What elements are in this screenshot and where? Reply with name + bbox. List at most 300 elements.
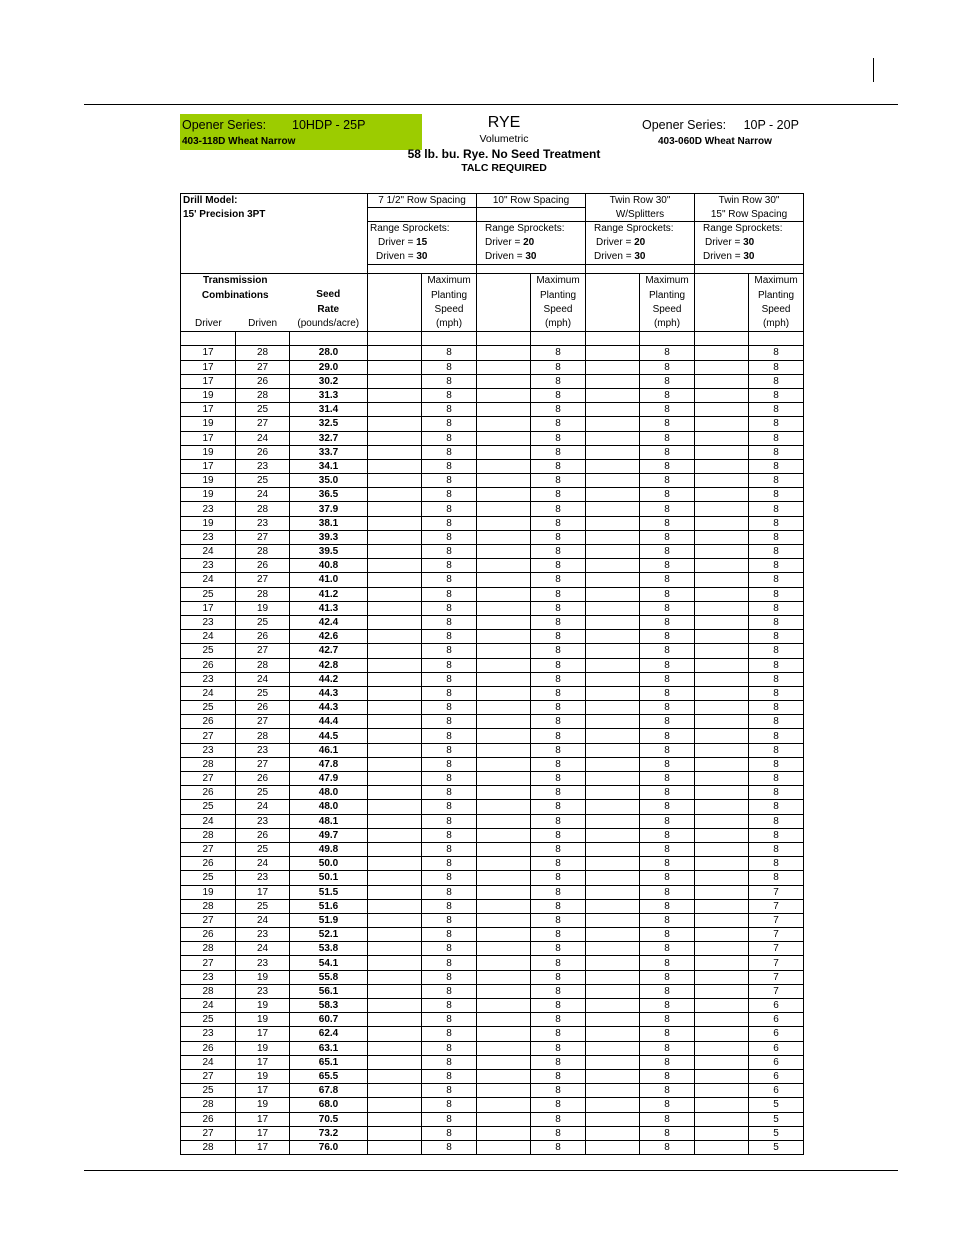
blank-cell [368, 573, 422, 587]
driver-cell: 17 [181, 459, 236, 473]
blank-cell [422, 332, 477, 346]
driver-cell: 28 [181, 828, 236, 842]
range-driven-2 [479, 250, 583, 264]
speed-cell-4: 8 [749, 814, 804, 828]
blank-cell [368, 630, 422, 644]
blank-cell [368, 459, 422, 473]
speed-line-4: (mph) [435, 317, 463, 329]
seed-rate-cell: 52.1 [290, 928, 368, 942]
blank-cell [477, 942, 531, 956]
driven-cell: 17 [236, 885, 290, 899]
blank-cell [586, 786, 640, 800]
spacing-title-1: 7 1/2" Row Spacing [368, 194, 477, 208]
seed-rate-cell: 51.5 [290, 885, 368, 899]
speed-cell-4: 8 [749, 431, 804, 445]
driver-cell: 27 [181, 1069, 236, 1083]
seed-rate-cell: 31.3 [290, 388, 368, 402]
blank-cell [477, 999, 531, 1013]
seed-rate-cell: 65.1 [290, 1055, 368, 1069]
driven-cell: 25 [236, 474, 290, 488]
blank-cell [477, 1027, 531, 1041]
range-label-4: Range Sprockets: [703, 223, 783, 235]
driven-cell: 26 [236, 701, 290, 715]
blank-cell [368, 488, 422, 502]
seed-rate-cell: 36.5 [290, 488, 368, 502]
blank-cell [477, 885, 531, 899]
driven-value: 30 [634, 251, 646, 263]
table-row [181, 545, 804, 559]
blank-cell [477, 615, 531, 629]
speed-cell-1: 8 [422, 786, 477, 800]
seed-rate-cell: 40.8 [290, 559, 368, 573]
blank-cell [695, 715, 749, 729]
blank-cell [368, 757, 422, 771]
blank-cell [368, 970, 422, 984]
speed-cell-4: 8 [749, 715, 804, 729]
blank-cell [586, 729, 640, 743]
table-row [181, 701, 804, 715]
table-row [181, 729, 804, 743]
blank-cell [477, 445, 531, 459]
range-driver-1 [370, 236, 474, 250]
table-row [181, 772, 804, 786]
driver-cell: 24 [181, 573, 236, 587]
speed-cell-3: 8 [640, 913, 695, 927]
spacing-sub-4: 15" Row Spacing [695, 208, 804, 222]
blank-cell [695, 601, 749, 615]
right-opener-label: Opener Series: [642, 118, 727, 132]
driver-value: 30 [743, 237, 755, 249]
table-row [181, 885, 804, 899]
blank-cell [368, 658, 422, 672]
blank-cell [477, 729, 531, 743]
speed-cell-1: 8 [422, 502, 477, 516]
seed-rate-line-3: (pounds/acre) [297, 317, 360, 329]
speed-cell-4: 7 [749, 913, 804, 927]
blank-cell [477, 772, 531, 786]
speed-cell-4: 8 [749, 474, 804, 488]
spacing-sub-3: W/Splitters [586, 208, 695, 222]
seed-rate-cell: 47.9 [290, 772, 368, 786]
speed-cell-3: 8 [640, 800, 695, 814]
table-row [181, 403, 804, 417]
seed-rate-header [290, 274, 368, 332]
driver-cell: 28 [181, 942, 236, 956]
speed-cell-3: 8 [640, 1069, 695, 1083]
blank-cell [368, 984, 422, 998]
left-opener-line [182, 118, 366, 132]
blank-cell [695, 445, 749, 459]
blank-cell [586, 630, 640, 644]
speed-cell-1: 8 [422, 956, 477, 970]
speed-cell-2: 8 [531, 772, 586, 786]
table-row [181, 615, 804, 629]
speed-cell-1: 8 [422, 1126, 477, 1140]
speed-cell-3: 8 [640, 857, 695, 871]
blank-cell [368, 743, 422, 757]
blank-cell [368, 1013, 422, 1027]
blank-cell [695, 502, 749, 516]
blank-cell [695, 942, 749, 956]
speed-cell-3: 8 [640, 871, 695, 885]
blank-cell [695, 970, 749, 984]
blank-cell [695, 885, 749, 899]
range-label-3: Range Sprockets: [594, 223, 674, 235]
driver-cell: 26 [181, 715, 236, 729]
speed-cell-3: 8 [640, 601, 695, 615]
speed-cell-3: 8 [640, 899, 695, 913]
driver-cell: 27 [181, 956, 236, 970]
blank-cell [695, 757, 749, 771]
blank-cell [695, 1055, 749, 1069]
range-sprockets-2 [477, 222, 586, 265]
driver-cell: 17 [181, 431, 236, 445]
blank-cell [368, 545, 422, 559]
blank-cell [368, 800, 422, 814]
table-row [181, 899, 804, 913]
speed-cell-3: 8 [640, 786, 695, 800]
speed-cell-1: 8 [422, 842, 477, 856]
blank-cell [368, 871, 422, 885]
blank-cell [586, 1140, 640, 1154]
speed-cell-1: 8 [422, 346, 477, 360]
speed-cell-2: 8 [531, 743, 586, 757]
speed-cell-4: 8 [749, 587, 804, 601]
spacing-sub-2 [477, 208, 586, 222]
speed-cell-1: 8 [422, 445, 477, 459]
driver-cell: 19 [181, 388, 236, 402]
blank-cell [586, 757, 640, 771]
table-row [181, 474, 804, 488]
seed-rate-cell: 29.0 [290, 360, 368, 374]
driven-cell: 23 [236, 928, 290, 942]
driven-cell: 26 [236, 374, 290, 388]
speed-cell-1: 8 [422, 403, 477, 417]
speed-cell-4: 8 [749, 516, 804, 530]
driven-cell: 27 [236, 757, 290, 771]
seed-rate-cell: 39.3 [290, 530, 368, 544]
blank-cell [368, 814, 422, 828]
seed-rate-cell: 48.0 [290, 800, 368, 814]
seed-rate-cell: 41.2 [290, 587, 368, 601]
blank-cell [695, 772, 749, 786]
driven-cell: 24 [236, 857, 290, 871]
seed-rate-cell: 53.8 [290, 942, 368, 956]
speed-cell-2: 8 [531, 999, 586, 1013]
blank-cell [695, 899, 749, 913]
blank-cell [695, 403, 749, 417]
blank-cell [368, 956, 422, 970]
blank-cell [586, 942, 640, 956]
seed-rate-line-1: Seed [316, 289, 341, 301]
blank-cell [477, 360, 531, 374]
driven-cell: 25 [236, 899, 290, 913]
driver-cell: 17 [181, 601, 236, 615]
speed-cell-2: 8 [531, 913, 586, 927]
range-driven-1 [370, 250, 474, 264]
blank-cell [695, 587, 749, 601]
speed-cell-1: 8 [422, 374, 477, 388]
blank-cell [586, 686, 640, 700]
speed-cell-1: 8 [422, 360, 477, 374]
speed-cell-4: 8 [749, 757, 804, 771]
speed-cell-1: 8 [422, 672, 477, 686]
speed-cell-2: 8 [531, 601, 586, 615]
speed-cell-4: 7 [749, 942, 804, 956]
blank-cell [477, 786, 531, 800]
speed-cell-3: 8 [640, 530, 695, 544]
speed-cell-4: 8 [749, 686, 804, 700]
speed-cell-4: 7 [749, 928, 804, 942]
blank-cell [368, 346, 422, 360]
speed-cell-4: 6 [749, 1041, 804, 1055]
table-row [181, 417, 804, 431]
blank-cell [695, 360, 749, 374]
speed-cell-4: 8 [749, 672, 804, 686]
seed-rate-cell: 42.6 [290, 630, 368, 644]
speed-cell-3: 8 [640, 1013, 695, 1027]
speed-blank-4 [695, 274, 749, 332]
speed-header-3 [640, 274, 695, 332]
blank-cell [477, 417, 531, 431]
blank-cell [477, 332, 531, 346]
bottom-rule [84, 1170, 898, 1171]
header-spacer [368, 265, 477, 274]
blank-cell [695, 701, 749, 715]
driver-cell: 19 [181, 516, 236, 530]
blank-cell [586, 970, 640, 984]
speed-cell-1: 8 [422, 1112, 477, 1126]
speed-line-2: Planting [430, 289, 468, 301]
blank-cell [368, 1126, 422, 1140]
seed-rate-cell: 46.1 [290, 743, 368, 757]
table-row [181, 644, 804, 658]
speed-cell-3: 8 [640, 1041, 695, 1055]
driven-cell: 19 [236, 1013, 290, 1027]
blank-cell [586, 828, 640, 842]
speed-cell-2: 8 [531, 871, 586, 885]
blank-cell [368, 1140, 422, 1154]
blank-cell [695, 530, 749, 544]
driven-cell: 19 [236, 1069, 290, 1083]
speed-cell-4: 8 [749, 530, 804, 544]
blank-cell [695, 743, 749, 757]
blank-cell [586, 360, 640, 374]
speed-cell-1: 8 [422, 601, 477, 615]
blank-cell [368, 701, 422, 715]
speed-cell-4: 8 [749, 417, 804, 431]
top-rule [84, 104, 898, 105]
speed-cell-1: 8 [422, 1041, 477, 1055]
blank-cell [695, 388, 749, 402]
blank-cell [586, 913, 640, 927]
blank-cell [695, 431, 749, 445]
driven-cell: 19 [236, 1098, 290, 1112]
table-row [181, 601, 804, 615]
blank-cell [477, 970, 531, 984]
blank-cell [695, 516, 749, 530]
speed-cell-3: 8 [640, 388, 695, 402]
driver-cell: 28 [181, 984, 236, 998]
driven-cell: 28 [236, 658, 290, 672]
speed-cell-3: 8 [640, 942, 695, 956]
blank-cell [640, 332, 695, 346]
speed-cell-2: 8 [531, 1112, 586, 1126]
blank-cell [586, 715, 640, 729]
driven-cell: 17 [236, 1027, 290, 1041]
driven-value: 30 [525, 251, 537, 263]
driver-cell: 25 [181, 871, 236, 885]
seed-rate-cell: 44.3 [290, 686, 368, 700]
driver-value: 20 [634, 237, 646, 249]
blank-cell [695, 857, 749, 871]
speed-cell-3: 8 [640, 431, 695, 445]
blank-cell [368, 559, 422, 573]
speed-cell-1: 8 [422, 559, 477, 573]
speed-cell-2: 8 [531, 1055, 586, 1069]
driven-cell: 26 [236, 630, 290, 644]
seed-rate-cell: 56.1 [290, 984, 368, 998]
blank-cell [531, 332, 586, 346]
blank-cell [477, 800, 531, 814]
range-driver-2 [479, 236, 583, 250]
speed-cell-1: 8 [422, 885, 477, 899]
spacing-sub-1 [368, 208, 477, 222]
speed-line-2: Planting [648, 289, 686, 301]
blank-cell [477, 658, 531, 672]
driver-cell: 23 [181, 1027, 236, 1041]
blank-cell [368, 516, 422, 530]
speed-cell-4: 5 [749, 1098, 804, 1112]
header-spacer [477, 265, 586, 274]
blank-cell [695, 786, 749, 800]
blank-cell [586, 431, 640, 445]
blank-cell [586, 956, 640, 970]
table-row [181, 374, 804, 388]
seed-rate-cell: 41.3 [290, 601, 368, 615]
blank-cell [695, 459, 749, 473]
driver-column-header: Driver [195, 317, 222, 329]
blank-cell [586, 474, 640, 488]
blank-cell [477, 502, 531, 516]
blank-cell [586, 772, 640, 786]
blank-cell [477, 701, 531, 715]
range-sprockets-1 [368, 222, 477, 265]
speed-cell-2: 8 [531, 928, 586, 942]
table-row [181, 715, 804, 729]
blank-cell [477, 928, 531, 942]
speed-cell-1: 8 [422, 715, 477, 729]
speed-cell-4: 6 [749, 1027, 804, 1041]
driven-cell: 23 [236, 871, 290, 885]
blank-cell [477, 871, 531, 885]
blank-cell [368, 360, 422, 374]
speed-cell-2: 8 [531, 516, 586, 530]
speed-cell-1: 8 [422, 431, 477, 445]
blank-cell [695, 1027, 749, 1041]
speed-header-2 [531, 274, 586, 332]
table-row [181, 871, 804, 885]
driver-cell: 25 [181, 1084, 236, 1098]
speed-cell-4: 8 [749, 842, 804, 856]
blank-cell [586, 1098, 640, 1112]
speed-cell-3: 8 [640, 459, 695, 473]
driven-cell: 19 [236, 601, 290, 615]
seed-rate-cell: 47.8 [290, 757, 368, 771]
range-driven-3 [588, 250, 692, 264]
driven-cell: 24 [236, 913, 290, 927]
speed-cell-4: 8 [749, 857, 804, 871]
blank-cell [368, 1112, 422, 1126]
speed-cell-3: 8 [640, 502, 695, 516]
driven-cell: 17 [236, 1140, 290, 1154]
driven-cell: 23 [236, 516, 290, 530]
speed-cell-2: 8 [531, 1027, 586, 1041]
speed-line-1: Maximum [754, 275, 798, 287]
driver-prefix: Driver = [596, 237, 635, 249]
speed-cell-3: 8 [640, 772, 695, 786]
speed-cell-1: 8 [422, 573, 477, 587]
driven-cell: 17 [236, 1055, 290, 1069]
blank-cell [368, 942, 422, 956]
range-sprockets-3 [586, 222, 695, 265]
blank-cell [695, 800, 749, 814]
seed-rate-cell: 39.5 [290, 545, 368, 559]
speed-cell-1: 8 [422, 729, 477, 743]
speed-cell-1: 8 [422, 928, 477, 942]
drill-model-label: Drill Model: [181, 194, 368, 208]
speed-cell-4: 8 [749, 786, 804, 800]
speed-cell-3: 8 [640, 1126, 695, 1140]
speed-cell-4: 8 [749, 403, 804, 417]
blank-cell [586, 559, 640, 573]
driver-cell: 17 [181, 403, 236, 417]
table-row [181, 658, 804, 672]
speed-cell-2: 8 [531, 502, 586, 516]
speed-cell-3: 8 [640, 999, 695, 1013]
seed-rate-cell: 32.7 [290, 431, 368, 445]
speed-cell-2: 8 [531, 942, 586, 956]
blank-cell [586, 445, 640, 459]
driven-cell: 26 [236, 828, 290, 842]
transmission-line-2: Combinations [201, 289, 269, 301]
blank-cell [586, 502, 640, 516]
speed-cell-4: 8 [749, 701, 804, 715]
blank-cell [695, 672, 749, 686]
spacing-title-4: Twin Row 30" [695, 194, 804, 208]
speed-cell-3: 8 [640, 701, 695, 715]
blank-cell [695, 984, 749, 998]
crop-title: RYE [487, 114, 521, 131]
speed-cell-2: 8 [531, 1126, 586, 1140]
speed-cell-1: 8 [422, 814, 477, 828]
blank-cell [368, 729, 422, 743]
speed-cell-4: 6 [749, 999, 804, 1013]
driver-cell: 28 [181, 899, 236, 913]
blank-cell [368, 786, 422, 800]
speed-cell-3: 8 [640, 1055, 695, 1069]
blank-cell [477, 1013, 531, 1027]
speed-cell-2: 8 [531, 1140, 586, 1154]
driver-cell: 28 [181, 1098, 236, 1112]
driver-cell: 19 [181, 417, 236, 431]
driver-cell: 28 [181, 757, 236, 771]
driven-cell: 25 [236, 403, 290, 417]
blank-cell [586, 587, 640, 601]
crop-header [380, 114, 628, 174]
speed-cell-2: 8 [531, 885, 586, 899]
speed-line-3: Speed [652, 303, 682, 315]
